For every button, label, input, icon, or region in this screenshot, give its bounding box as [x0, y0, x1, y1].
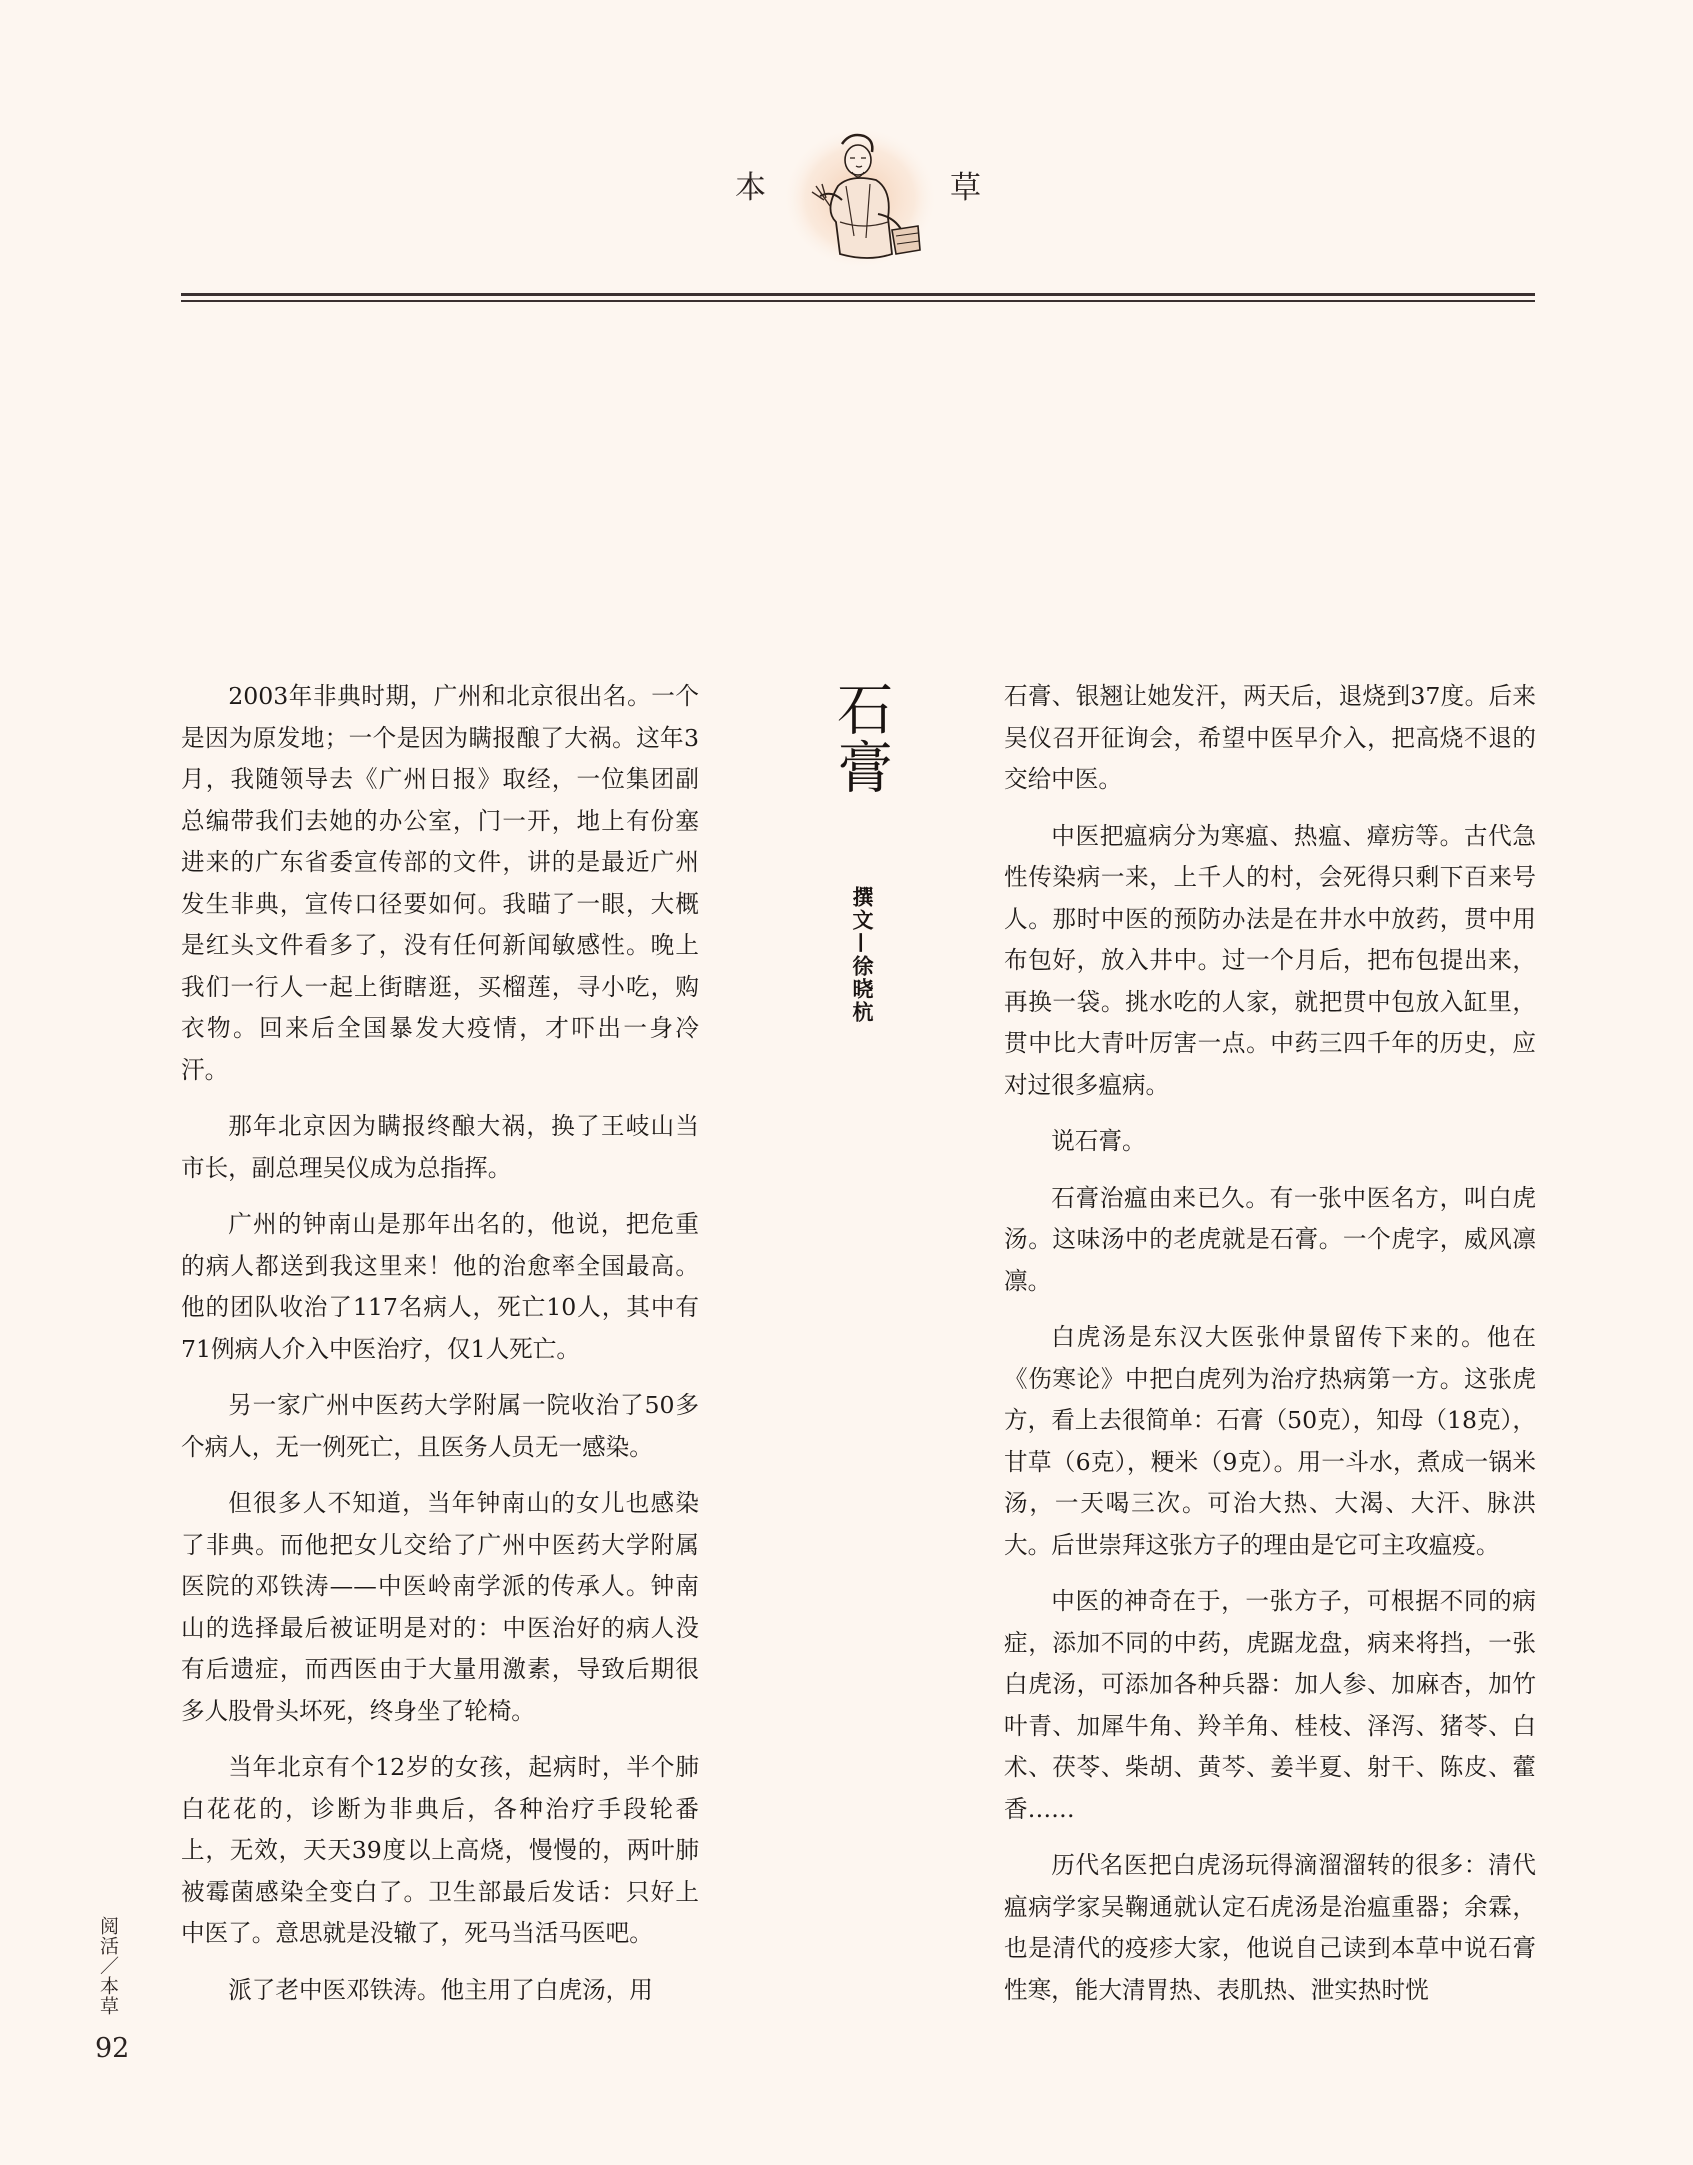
paragraph: 历代名医把白虎汤玩得滴溜溜转的很多：清代瘟病学家吴鞠通就认定石虎汤是治瘟重器；余霖，也是清代的疫疹大家，他说自己读到本草中说石膏性寒，能大清胃热、表肌热、泄实热时恍 [1004, 1851, 1536, 2004]
article-column-left [181, 676, 699, 2026]
paragraph: 另一家广州中医药大学附属一院收治了50多个病人，无一例死亡，且医务人员无一感染。 [181, 1391, 699, 1461]
paragraph: 白虎汤是东汉大医张仲景留传下来的。他在《伤寒论》中把白虎列为治疗热病第一方。这张虎方，看上去很简单：石膏（50克），知母（18克），甘草（6克），粳米（9克）。用一斗水，煮成一锅米汤，一天喝三次。可治大热、大渴、大汗、脉洪大。后世崇拜这张方子的理由是它可主攻瘟疫。 [1004, 1323, 1536, 1559]
herbalist-portrait-illustration [780, 126, 940, 276]
section-label: 阅活／本草 [97, 1916, 119, 2016]
paragraph: 中医把瘟病分为寒瘟、热瘟、瘴疠等。古代急性传染病一来，上千人的村，会死得只剩下百来号人。那时中医的预防办法是在井水中放药，贯中用布包好，放入井中。过一个月后，把布包提出来，再换一袋。挑水吃的人家，就把贯中包放入缸里，贯中比大青叶厉害一点。中药三四千年的历史，应对过很多瘟病。 [1004, 821, 1536, 1099]
article-byline: 撰文—徐晓杭 [850, 886, 875, 1024]
paragraph: 广州的钟南山是那年出名的，他说，把危重的病人都送到我这里来！他的治愈率全国最高。他的团队收治了117名病人，死亡10人，其中有71例病人介入中医治疗，仅1人死亡。 [181, 1210, 699, 1363]
paragraph: 石膏、银翘让她发汗，两天后，退烧到37度。后来吴仪召开征询会，希望中医早介入，把高烧不退的交给中医。 [1004, 682, 1536, 793]
header-divider-thick [181, 293, 1535, 296]
paragraph: 说石膏。 [1051, 1127, 1146, 1155]
article-column-right [1004, 676, 1536, 2026]
header-section-char-right: 草 [950, 170, 981, 206]
paragraph: 派了老中医邓铁涛。他主用了白虎汤，用 [228, 1975, 653, 2004]
header-section-char-left: 本 [735, 170, 766, 206]
header-divider-thin [181, 300, 1535, 302]
article-title: 石膏 [828, 680, 893, 796]
paragraph: 石膏治瘟由来已久。有一张中医名方，叫白虎汤。这味汤中的老虎就是石膏。一个虎字，威风凛凛。 [1004, 1183, 1536, 1295]
paragraph: 那年北京因为瞒报终酿大祸，换了王岐山当市长，副总理吴仪成为总指挥。 [181, 1112, 699, 1182]
paragraph: 但很多人不知道，当年钟南山的女儿也感染了非典。而他把女儿交给了广州中医药大学附属医院的邓铁涛——中医岭南学派的传承人。钟南山的选择最后被证明是对的：中医治好的病人没有后遗症，而西医由于大量用激素，导致后期很多人股骨头坏死，终身坐了轮椅。 [181, 1489, 699, 1725]
page-number: 92 [95, 2033, 130, 2064]
paragraph: 当年北京有个12岁的女孩，起病时，半个肺白花花的，诊断为非典后，各种治疗手段轮番上，无效，天天39度以上高烧，慢慢的，两叶肺被霉菌感染全变白了。卫生部最后发话：只好上中医了。意思就是没辙了，死马当活马医吧。 [181, 1753, 699, 1947]
paragraph: 2003年非典时期，广州和北京很出名。一个是因为原发地；一个是因为瞒报酿了大祸。这年3月，我随领导去《广州日报》取经，一位集团副总编带我们去她的办公室，门一开，地上有份塞进来的广东省委宣传部的文件，讲的是最近广州发生非典，宣传口径要如何。我瞄了一眼，大概是红头文件看多了，没有任何新闻敏感性。晚上我们一行人一起上街瞎逛，买榴莲，寻小吃，购衣物。回来后全国暴发大疫情，才吓出一身冷汗。 [181, 682, 699, 1084]
paragraph: 中医的神奇在于，一张方子，可根据不同的病症，添加不同的中药，虎踞龙盘，病来将挡，一张白虎汤，可添加各种兵器：加人参、加麻杏，加竹叶青、加犀牛角、羚羊角、桂枝、泽泻、猪苓、白术、茯苓、柴胡、黄芩、姜半夏、射干、陈皮、藿香…… [1004, 1587, 1536, 1823]
